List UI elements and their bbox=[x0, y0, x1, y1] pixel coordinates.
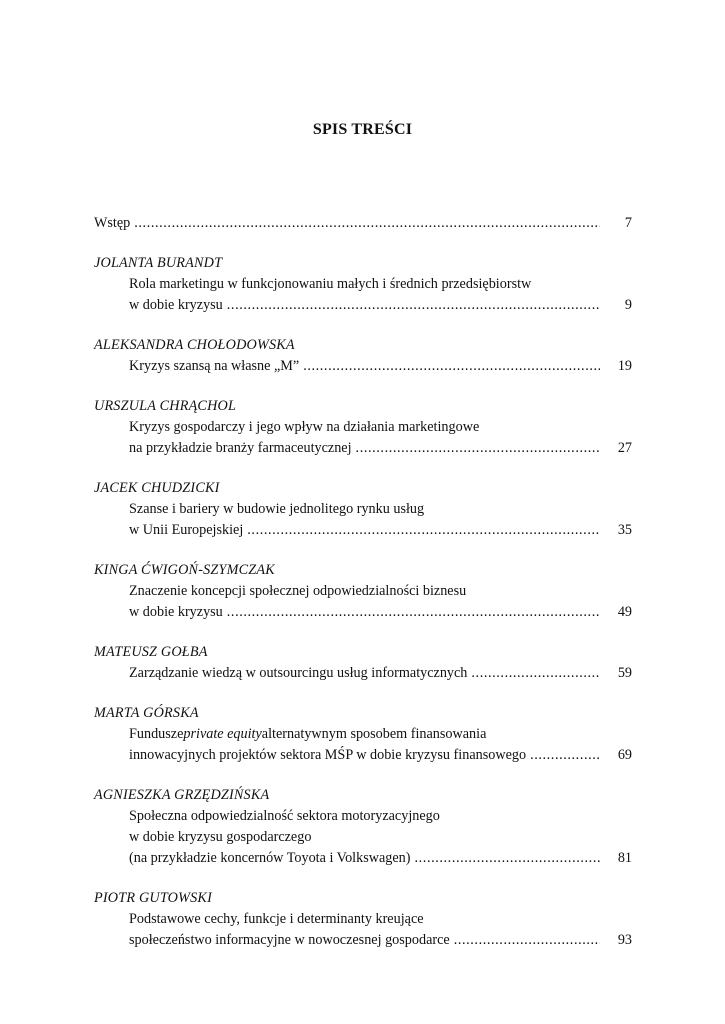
toc-entry-title-line bbox=[94, 499, 632, 520]
toc-entry-last-line bbox=[94, 663, 632, 684]
toc-entry-title: Zarządzanie wiedzą w outsourcingu usług informatycznych bbox=[129, 665, 468, 681]
toc-page-number: 35 bbox=[617, 522, 632, 538]
toc-title-part: Szanse i bariery w budowie jednolitego rynku usług bbox=[129, 501, 425, 517]
toc-entry-title-line bbox=[94, 274, 632, 295]
toc-entry-last-line bbox=[94, 295, 632, 316]
toc-entry[interactable] bbox=[94, 396, 632, 459]
page-title: SPIS TREŚCI bbox=[312, 121, 413, 138]
toc-entry-title: (na przykładzie koncernów Toyota i Volkswagen) bbox=[129, 850, 411, 866]
toc-entry[interactable] bbox=[94, 560, 632, 623]
toc-entry-last-line bbox=[94, 602, 632, 623]
toc-entry-last-line bbox=[94, 520, 632, 541]
toc-author: KINGA ĆWIGOŃ-SZYMCZAK bbox=[94, 562, 275, 578]
toc-author: AGNIESZKA GRZĘDZIŃSKA bbox=[94, 787, 270, 803]
toc-entry-title: Wstęp bbox=[94, 215, 131, 231]
toc-author: ALEKSANDRA CHOŁODOWSKA bbox=[94, 337, 295, 353]
toc-title-part: Fundusze bbox=[129, 726, 184, 742]
toc-page-number: 7 bbox=[624, 215, 632, 231]
toc-title-part: alternatywnym sposobem finansowania bbox=[261, 726, 487, 742]
toc-entry-title: Kryzys szansą na własne „M” bbox=[129, 358, 300, 374]
toc-entry-title: w dobie kryzysu bbox=[129, 604, 223, 620]
toc-author: JOLANTA BURANDT bbox=[94, 255, 223, 271]
toc-entry-title-line bbox=[94, 581, 632, 602]
dot-leader bbox=[471, 663, 600, 684]
toc-entry-title-line bbox=[94, 806, 632, 827]
dot-leader bbox=[247, 520, 600, 541]
toc-entry-title: w Unii Europejskiej bbox=[129, 522, 244, 538]
toc-entry-last-line bbox=[94, 745, 632, 766]
toc-entry-last-line bbox=[94, 356, 632, 377]
toc-page-number: 59 bbox=[617, 665, 632, 681]
toc-entry-title: na przykładzie branży farmaceutycznej bbox=[129, 440, 352, 456]
toc-page-number: 19 bbox=[617, 358, 632, 374]
toc-entry[interactable] bbox=[94, 478, 632, 541]
toc-entry-title: społeczeństwo informacyjne w nowoczesnej gospodarce bbox=[129, 932, 450, 948]
toc-page-number: 9 bbox=[624, 297, 632, 313]
toc-page-number: 27 bbox=[617, 440, 632, 456]
toc-entry-last-line bbox=[94, 930, 632, 951]
dot-leader bbox=[530, 745, 600, 766]
toc-entry[interactable] bbox=[94, 785, 632, 869]
toc-entry-title-line bbox=[94, 417, 632, 438]
toc-entry[interactable] bbox=[94, 335, 632, 377]
dot-leader bbox=[454, 930, 600, 951]
toc-title-part: Podstawowe cechy, funkcje i determinanty kreujące bbox=[129, 911, 424, 927]
dot-leader bbox=[303, 356, 600, 377]
toc-title-part: Rola marketingu w funkcjonowaniu małych i średnich przedsiębiorstw bbox=[129, 276, 532, 292]
table-of-contents bbox=[94, 213, 632, 951]
toc-title-italic: private equity bbox=[183, 726, 262, 742]
toc-entry[interactable] bbox=[94, 888, 632, 951]
toc-entry[interactable] bbox=[94, 253, 632, 316]
toc-page-number: 69 bbox=[617, 747, 632, 763]
toc-entry-last-line bbox=[94, 848, 632, 869]
toc-author: PIOTR GUTOWSKI bbox=[94, 890, 213, 906]
toc-entry-title: w dobie kryzysu bbox=[129, 297, 223, 313]
toc-title-part: Znaczenie koncepcji społecznej odpowiedzialności biznesu bbox=[129, 583, 467, 599]
toc-page-number: 93 bbox=[617, 932, 632, 948]
toc-author: JACEK CHUDZICKI bbox=[94, 480, 220, 496]
toc-page-number: 49 bbox=[617, 604, 632, 620]
toc-entry-title-line bbox=[94, 827, 632, 848]
dot-leader bbox=[227, 602, 600, 623]
toc-entry-title-line bbox=[94, 909, 632, 930]
toc-entry-intro[interactable] bbox=[94, 213, 632, 234]
toc-entry-title: innowacyjnych projektów sektora MŚP w dobie kryzysu finansowego bbox=[129, 747, 527, 763]
toc-entry[interactable] bbox=[94, 703, 632, 766]
toc-entry[interactable] bbox=[94, 642, 632, 684]
toc-title-part: Kryzys gospodarczy i jego wpływ na działania marketingowe bbox=[129, 419, 480, 435]
toc-entry-title-line bbox=[94, 724, 632, 745]
dot-leader bbox=[134, 213, 600, 234]
toc-title-part: w dobie kryzysu gospodarczego bbox=[129, 829, 312, 845]
toc-entry-last-line bbox=[94, 438, 632, 459]
toc-title-part: Społeczna odpowiedzialność sektora motoryzacyjnego bbox=[129, 808, 440, 824]
toc-author: MARTA GÓRSKA bbox=[94, 705, 199, 721]
dot-leader bbox=[227, 295, 600, 316]
dot-leader bbox=[415, 848, 601, 869]
toc-author: MATEUSZ GOŁBA bbox=[94, 644, 208, 660]
toc-entries bbox=[94, 253, 632, 951]
dot-leader bbox=[356, 438, 600, 459]
toc-author: URSZULA CHRĄCHOL bbox=[94, 398, 237, 414]
toc-page-number: 81 bbox=[617, 850, 632, 866]
